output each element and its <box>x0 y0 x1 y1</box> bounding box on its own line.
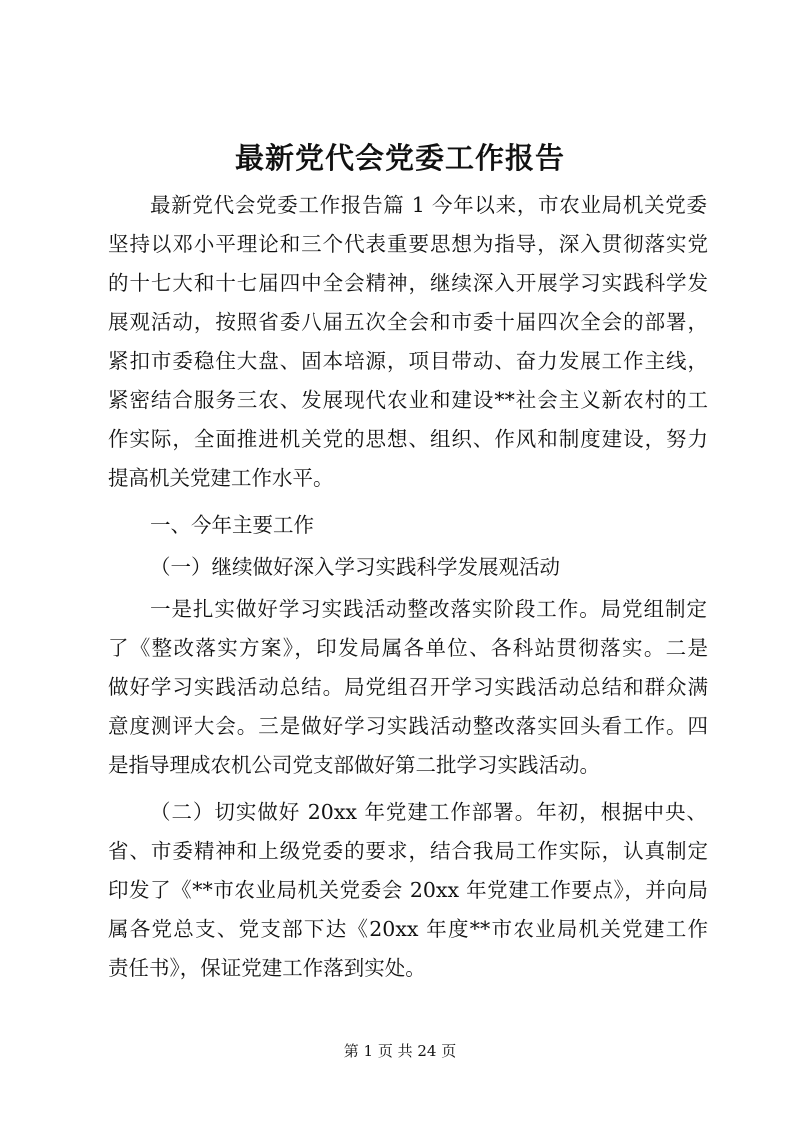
paragraph-line: 展观活动，按照省委八届五次全会和市委十届四次全会的部署， <box>108 310 708 334</box>
paragraph-line: 责任书》，保证党建工作落到实处。 <box>108 956 426 980</box>
paragraph-line: 坚持以邓小平理论和三个代表重要思想为指导，深入贯彻落实党 <box>108 232 708 256</box>
document-title: 最新党代会党委工作报告 <box>234 141 565 175</box>
paragraph-line: 印发了《**市农业局机关党委会 20xx 年党建工作要点》，并向局 <box>108 878 708 902</box>
paragraph-line: 作实际，全面推进机关党的思想、组织、作风和制度建设，努力 <box>108 427 708 451</box>
paragraph-line: 做好学习实践活动总结。局党组召开学习实践活动总结和群众满 <box>108 675 708 699</box>
paragraph-line: 属各党总支、党支部下达《20xx 年度**市农业局机关党建工作 <box>108 917 708 941</box>
paragraph-line: 是指导理成农机公司党支部做好第二批学习实践活动。 <box>108 753 600 777</box>
paragraph-line: （二）切实做好 20xx 年党建工作部署。年初，根据中央、 <box>150 800 707 824</box>
subsection-heading: （一）继续做好深入学习实践科学发展观活动 <box>150 555 560 579</box>
paragraph-line: 省、市委精神和上级党委的要求，结合我局工作实际，认真制定 <box>108 839 708 863</box>
page-number: 第 1 页 共 24 页 <box>343 1042 457 1060</box>
paragraph-line: 提高机关党建工作水平。 <box>108 466 334 490</box>
paragraph-line: 紧密结合服务三农、发展现代农业和建设**社会主义新农村的工 <box>108 388 708 412</box>
paragraph-line: 意度测评大会。三是做好学习实践活动整改落实回头看工作。四 <box>108 714 708 738</box>
paragraph-line: 了《整改落实方案》，印发局属各单位、各科站贯彻落实。二是 <box>108 636 708 660</box>
section-heading: 一、今年主要工作 <box>150 513 314 537</box>
paragraph-line: 最新党代会党委工作报告篇 1 今年以来，市农业局机关党委 <box>150 193 707 217</box>
paragraph-line: 一是扎实做好学习实践活动整改落实阶段工作。局党组制定 <box>150 597 707 621</box>
paragraph-line: 的十七大和十七届四中全会精神，继续深入开展学习实践科学发 <box>108 271 708 295</box>
paragraph-line: 紧扣市委稳住大盘、固本培源，项目带动、奋力发展工作主线， <box>108 349 708 373</box>
